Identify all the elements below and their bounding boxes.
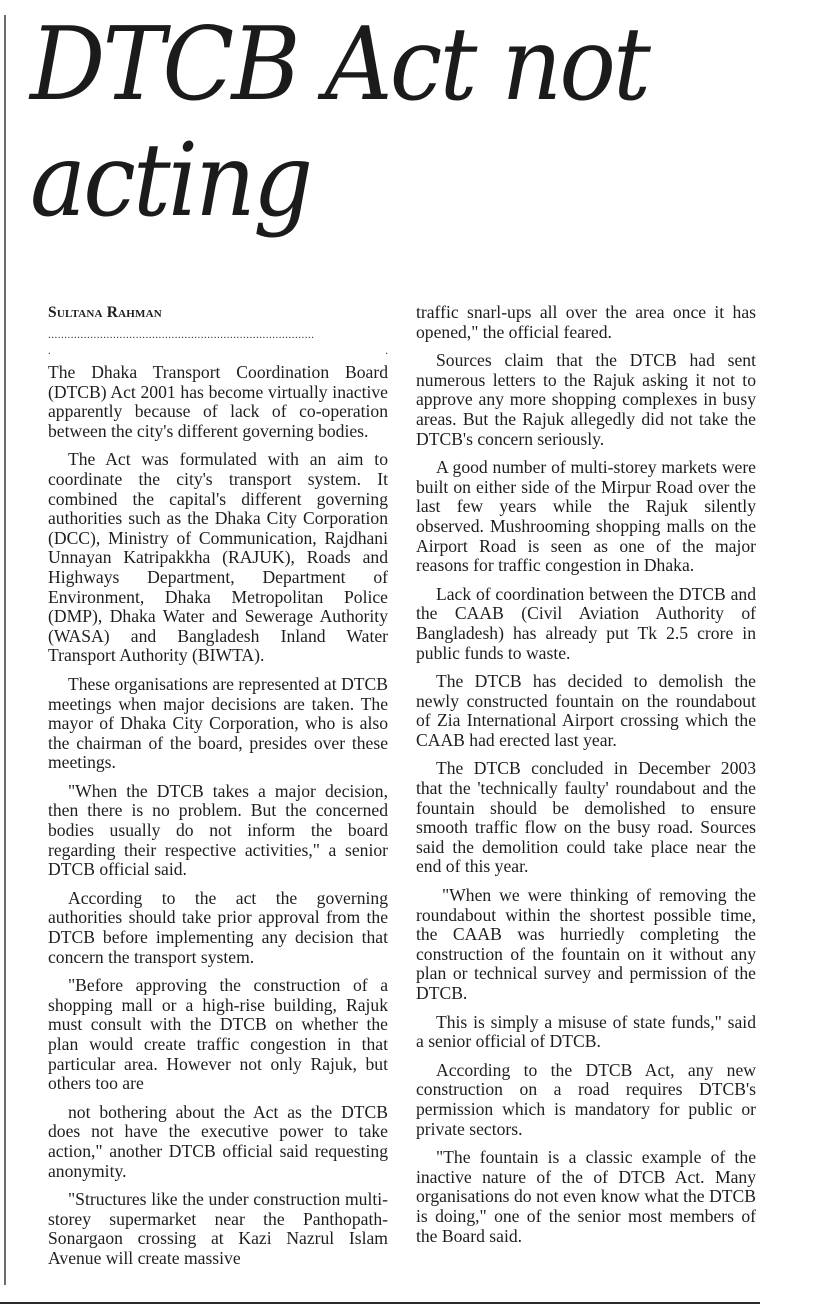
paragraph: "Structures like the under construction multi-storey supermarket near the Panthopath-Sonargaon crossing at Kazi Nazrul Islam Avenue will create massive [48,1189,388,1268]
paragraph: A good number of multi-storey markets were built on either side of the Mirpur Road over the last few years while the Rajuk silently observed. Mushrooming shopping malls on the Airport Road is seen as one of the major reasons for traffic congestion in Dhaka. [416,457,756,576]
separator-dot-left: . [48,345,51,357]
left-vertical-rule [4,15,6,1285]
byline: Sultana Rahman [48,304,162,321]
paragraph: "When the DTCB takes a major decision, then there is no problem. But the concerned bodies usually do not inform the board regarding their respective activities," a senior DTCB official said. [48,780,388,880]
paragraph: "The fountain is a classic example of the inactive nature of the of DTCB Act. Many organisations do not even know what the DTCB is doing," one of the senior most members of the Board said. [416,1147,756,1246]
left-column [48,303,388,1278]
paragraph: The Act was formulated with an aim to coordinate the city's transport system. It combined the capital's different governing authorities such as the Dhaka City Corporation (DCC), Ministry of Communication, Rajdhani Unnayan Katripakkha (RAJUK), Roads and Highways Department, Department of Environment, Dhaka Metropolitan Police (DMP), Dhaka Water and Sewerage Authority (WASA) and Bangladesh Inland Water Transport Authority (BIWTA). [48,449,388,666]
headline-line-1: DTCB Act not [30,5,649,123]
paragraph: This is simply a misuse of state funds," said a senior official of DTCB. [416,1011,756,1052]
paragraph: These organisations are represented at DTCB meetings when major decisions are taken. The mayor of Dhaka City Corporation, who is also the chairman of the board, presides over these meetings. [48,673,388,773]
paragraph-continued: traffic snarl-ups all over the area once it has opened," the official feared. [416,302,756,342]
bottom-rule [0,1302,760,1304]
headline [30,6,755,238]
paragraph: Lack of coordination between the DTCB and the CAAB (Civil Aviation Authority of Bangladesh) has already put Tk 2.5 crore in public funds to waste. [416,583,756,663]
paragraph: The Dhaka Transport Coordination Board (DTCB) Act 2001 has become virtually inactive apparently because of lack of co-operation between the city's different governing bodies. [48,362,388,441]
separator-dot-right: . [385,345,388,357]
paragraph: not bothering about the Act as the DTCB does not have the executive power to take action," another DTCB official said requesting anonymity. [48,1101,388,1181]
paragraph: Sources claim that the DTCB had sent numerous letters to the Rajuk asking it not to approve any more shopping complexes in busy areas. But the Rajuk allegedly did not take the DTCB's concern seriously. [416,350,756,449]
paragraph: The DTCB has decided to demolish the newly constructed fountain on the roundabout of Zia International Airport crossing which the CAAB had erected last year. [416,671,756,750]
paragraph: "Before approving the construction of a shopping mall or a high-rise building, Rajuk must consult with the DTCB on whether the plan would create traffic congestion in that particular area. However not only Rajuk, but others too are [48,975,388,1094]
separator-dot-pair [48,345,388,357]
right-column [416,303,756,1255]
headline-line-2: acting [30,121,311,239]
paragraph: According to the act the governing authorities should take prior approval from the DTCB before implementing any decision that concern the transport system. [48,887,388,967]
separator-dots: .................................................................................. [48,329,315,341]
paragraph: "When we were thinking of removing the roundabout within the shortest possible time, the CAAB was hurriedly completing the construction of the fountain on it without any plan or technical survey and permission of the DTCB. [416,885,756,1003]
paragraph: According to the DTCB Act, any new construction on a road requires DTCB's permission which is mandatory for public or private sectors. [416,1059,756,1139]
paragraph: The DTCB concluded in December 2003 that the 'technically faulty' roundabout and the fountain should be demolished to ensure smooth traffic flow on the busy road. Sources said the demolition could take place near the end of this year. [416,758,756,877]
